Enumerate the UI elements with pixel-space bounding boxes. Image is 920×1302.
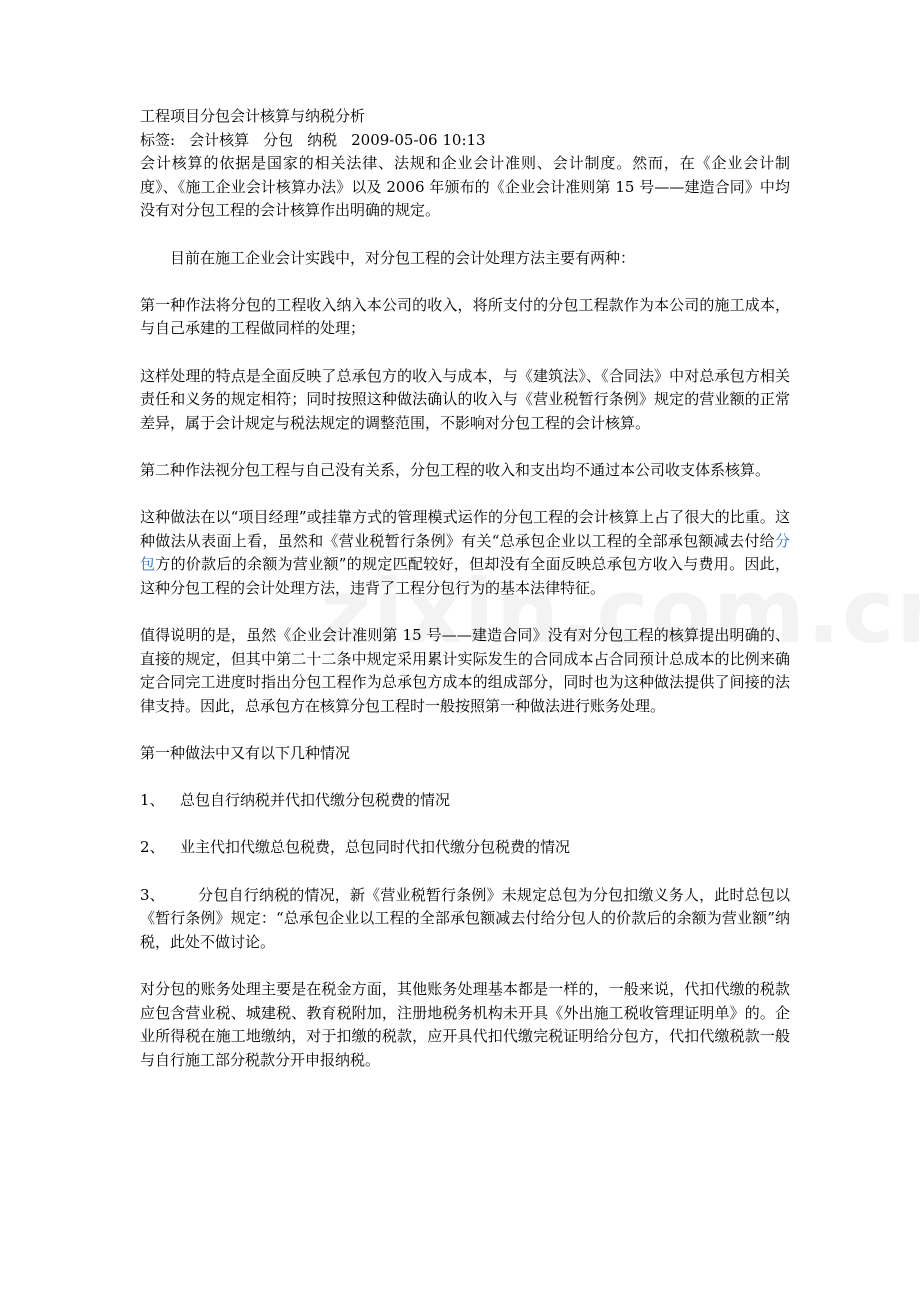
article-title: 工程项目分包会计核算与纳税分析 [140, 107, 366, 125]
case-number: 1、 [140, 791, 165, 810]
second-feature-text-b: 方的价款后的余额为营业额”的规定匹配较好，但却没有全面反映总承包方收入与费用。因此，这种分包工程的会计处理方法，违背了工程分包行为的基本法律特征。 [140, 555, 790, 597]
case-item [140, 789, 790, 813]
tags-line [140, 129, 790, 153]
conclusion-paragraph: 对分包的账务处理主要是在税金方面，其他账务处理基本都是一样的，一般来说，代扣代缴的税款应包含营业税、城建税、教育税附加，注册地税务机构未开具《外出施工税收管理证明单》的。企业所得税在施工地缴纳，对于扣缴的税款，应开具代扣代缴完税证明给分包方，代扣代缴税款一般与自行施工部分税款分开申报纳税。 [140, 979, 790, 1069]
case-text: 总包自行纳税并代扣代缴分包税费的情况 [180, 791, 451, 810]
case-text: 分包自行纳税的情况，新《营业税暂行条例》未规定总包为分包扣缴义务人，此时总包以《暂行条例》规定：“总承包企业以工程的全部承包额减去付给分包人的价款后的余额为营业额”纳税，此处不做讨论。 [140, 885, 790, 951]
tag-accounting[interactable]: 会计核算 [189, 130, 250, 149]
first-feature-paragraph: 这样处理的特点是全面反映了总承包方的收入与成本，与《建筑法》、《合同法》中对总承包方相关责任和义务的规定相符；同时按照这种做法确认的收入与《营业税暂行条例》规定的营业额的正常差异，属于会计规定与税法规定的调整范围，不影响对分包工程的会计核算。 [140, 366, 790, 432]
document-page [140, 105, 790, 1072]
tags-label: 标签: [140, 130, 176, 149]
case-number: 2、 [140, 838, 165, 857]
first-method-paragraph: 第一种作法将分包的工程收入纳入本公司的收入，将所支付的分包工程款作为本公司的施工成本，与自己承建的工程做同样的处理； [140, 295, 790, 338]
cases-intro: 第一种做法中又有以下几种情况 [140, 744, 351, 763]
case-item [140, 884, 790, 955]
second-feature-text-a: 这种做法在以“项目经理”或挂靠方式的管理模式运作的分包工程的会计核算上占了很大的比重。这种做法从表面上看，虽然和《营业税暂行条例》有关“总承包企业以工程的全部承包额减去付给 [140, 508, 790, 550]
post-date: 2009-05-06 10:13 [351, 130, 486, 149]
second-feature-paragraph [140, 506, 790, 600]
second-method-paragraph: 第二种作法视分包工程与自己没有关系，分包工程的收入和支出均不通过本公司收支体系核算。 [140, 460, 771, 479]
case-number: 3、 [140, 885, 165, 904]
tag-subcontract[interactable]: 分包 [263, 130, 294, 149]
intro-paragraph: 会计核算的依据是国家的相关法律、法规和企业会计准则、会计制度。然而，在《企业会计制度》、《施工企业会计核算办法》以及 2006 年颁布的《企业会计准则第 15 号——建造合同》中均没有对分包工程的会计核算作出明确的规定。 [140, 154, 790, 220]
methods-paragraph: 目前在施工企业会计实践中，对分包工程的会计处理方法主要有两种： [170, 248, 636, 267]
note-paragraph: 值得说明的是，虽然《企业会计准则第 15 号——建造合同》没有对分包工程的核算提出明确的、直接的规定，但其中第二十二条中规定采用累计实际发生的合同成本占合同预计总成本的比例来确定合同完工进度时指出分包工程作为总承包方成本的组成部分，同时也为这种做法提供了间接的法律支持。因此，总承包方在核算分包工程时一般按照第一种做法进行账务处理。 [140, 626, 790, 715]
tag-tax[interactable]: 纳税 [307, 130, 338, 149]
case-item [140, 836, 790, 860]
case-text: 业主代扣代缴总包税费，总包同时代扣代缴分包税费的情况 [180, 838, 571, 857]
subcontract-link[interactable]: 分包 [140, 531, 790, 574]
